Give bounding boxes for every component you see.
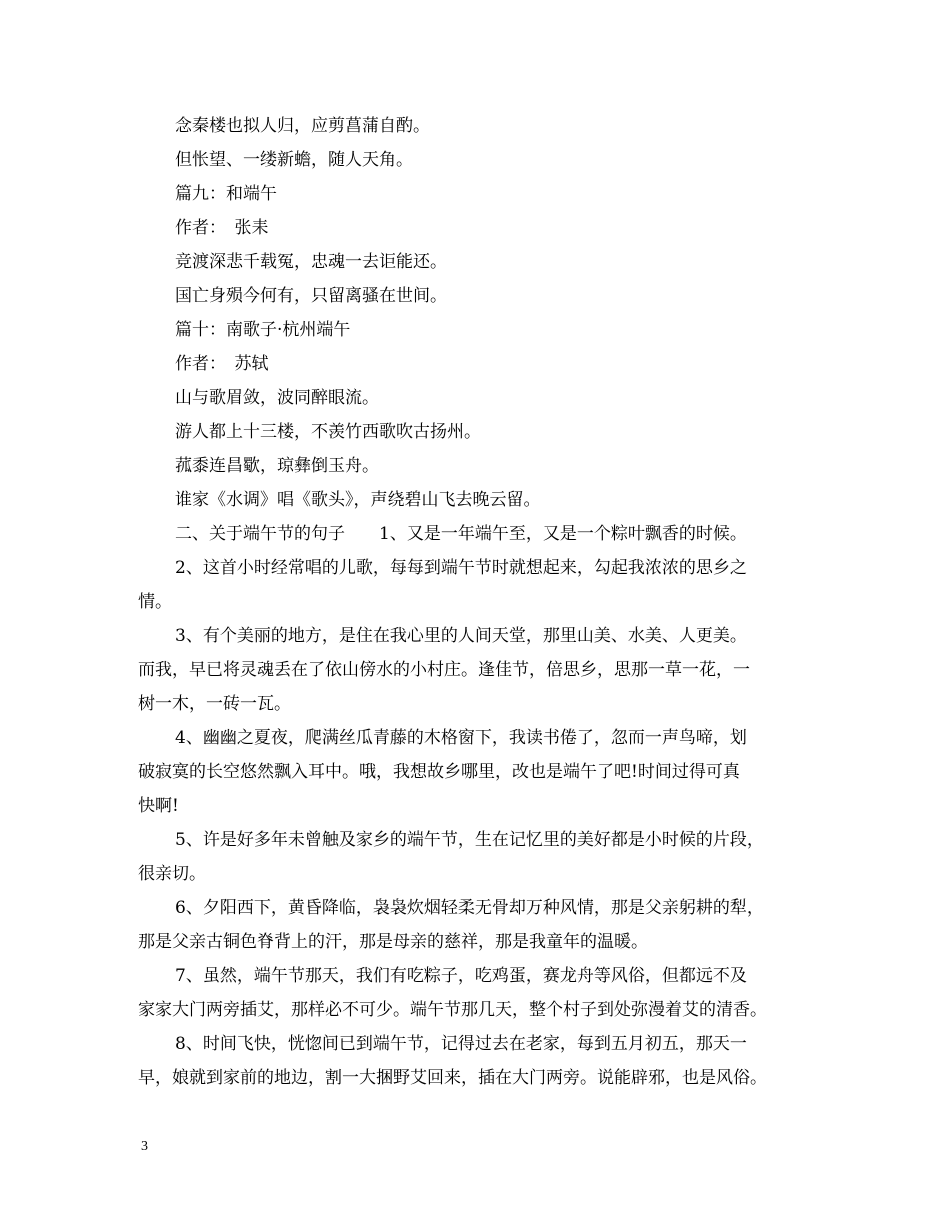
text-line: 竞渡深悲千载冤，忠魂一去讵能还。 bbox=[175, 252, 447, 272]
section-title: 篇九：和端午 bbox=[175, 184, 277, 204]
section-title: 篇十：南歌子·杭州端午 bbox=[175, 320, 351, 340]
paragraph-line: 树一木，一砖一瓦。 bbox=[138, 694, 291, 714]
paragraph-line: 7、虽然，端午节那天，我们有吃粽子，吃鸡蛋，赛龙舟等风俗，但都远不及 bbox=[175, 966, 747, 986]
text-line: 谁家《水调》唱《歌头》，声绕碧山飞去晚云留。 bbox=[175, 490, 541, 510]
paragraph bbox=[138, 965, 818, 1033]
paragraph-line: 3、有个美丽的地方，是住在我心里的人间天堂，那里山美、水美、人更美。 bbox=[175, 626, 747, 646]
text-line: 念秦楼也拟人归，应剪菖蒲自酌。 bbox=[175, 116, 430, 136]
page-number: 3 bbox=[141, 1139, 148, 1154]
paragraph bbox=[138, 557, 818, 625]
author-line: 作者： 张耒 bbox=[175, 218, 269, 238]
paragraph-line: 而我，早已将灵魂丢在了依山傍水的小村庄。逢佳节，倍思乡，思那一草一花，一 bbox=[138, 660, 750, 680]
paragraph-line: 破寂寞的长空悠然飘入耳中。哦，我想故乡哪里，改也是端午了吧!时间过得可真 bbox=[138, 762, 740, 782]
paragraph-line: 家家大门两旁插艾，那样必不可少。端午节那几天，整个村子到处弥漫着艾的清香。 bbox=[138, 1000, 767, 1020]
paragraph-line: 那是父亲古铜色脊背上的汗，那是母亲的慈祥，那是我童年的温暖。 bbox=[138, 932, 648, 952]
text-line: 菰黍连昌歜，琼彝倒玉舟。 bbox=[175, 456, 379, 476]
paragraph-line: 情。 bbox=[138, 592, 172, 612]
text-line: 山与歌眉敛，波同醉眼流。 bbox=[175, 388, 379, 408]
paragraph-line: 很亲切。 bbox=[138, 864, 206, 884]
text-line: 国亡身殒今何有，只留离骚在世间。 bbox=[175, 286, 447, 306]
paragraph-line: 6、夕阳西下，黄昏降临，袅袅炊烟轻柔无骨却万种风情，那是父亲躬耕的犁， bbox=[175, 898, 764, 918]
paragraph bbox=[138, 727, 818, 829]
author-line: 作者： 苏轼 bbox=[175, 354, 269, 374]
heading-line: 二、关于端午节的句子 1、又是一年端午至，又是一个粽叶飘香的时候。 bbox=[175, 524, 747, 544]
paragraph-line: 快啊! bbox=[138, 796, 179, 816]
document-body bbox=[138, 115, 818, 1101]
text-line: 游人都上十三楼，不羡竹西歌吹古扬州。 bbox=[175, 422, 481, 442]
text-line: 但怅望、一缕新蟾，随人天角。 bbox=[175, 150, 413, 170]
paragraph-line: 2、这首小时经常唱的儿歌，每每到端午节时就想起来，勾起我浓浓的思乡之 bbox=[175, 558, 747, 578]
paragraph bbox=[138, 1033, 818, 1101]
paragraph-line: 早，娘就到家前的地边，割一大捆野艾回来，插在大门两旁。说能辟邪，也是风俗。 bbox=[138, 1068, 767, 1088]
paragraph bbox=[138, 625, 818, 727]
paragraph-line: 5、许是好多年未曾触及家乡的端午节，生在记忆里的美好都是小时候的片段， bbox=[175, 830, 764, 850]
paragraph bbox=[138, 897, 818, 965]
paragraph-line: 4、幽幽之夏夜，爬满丝瓜青藤的木格窗下，我读书倦了，忽而一声鸟啼，划 bbox=[175, 728, 747, 748]
paragraph-line: 8、时间飞快，恍惚间已到端午节，记得过去在老家，每到五月初五，那天一 bbox=[175, 1034, 747, 1054]
paragraph bbox=[138, 829, 818, 897]
